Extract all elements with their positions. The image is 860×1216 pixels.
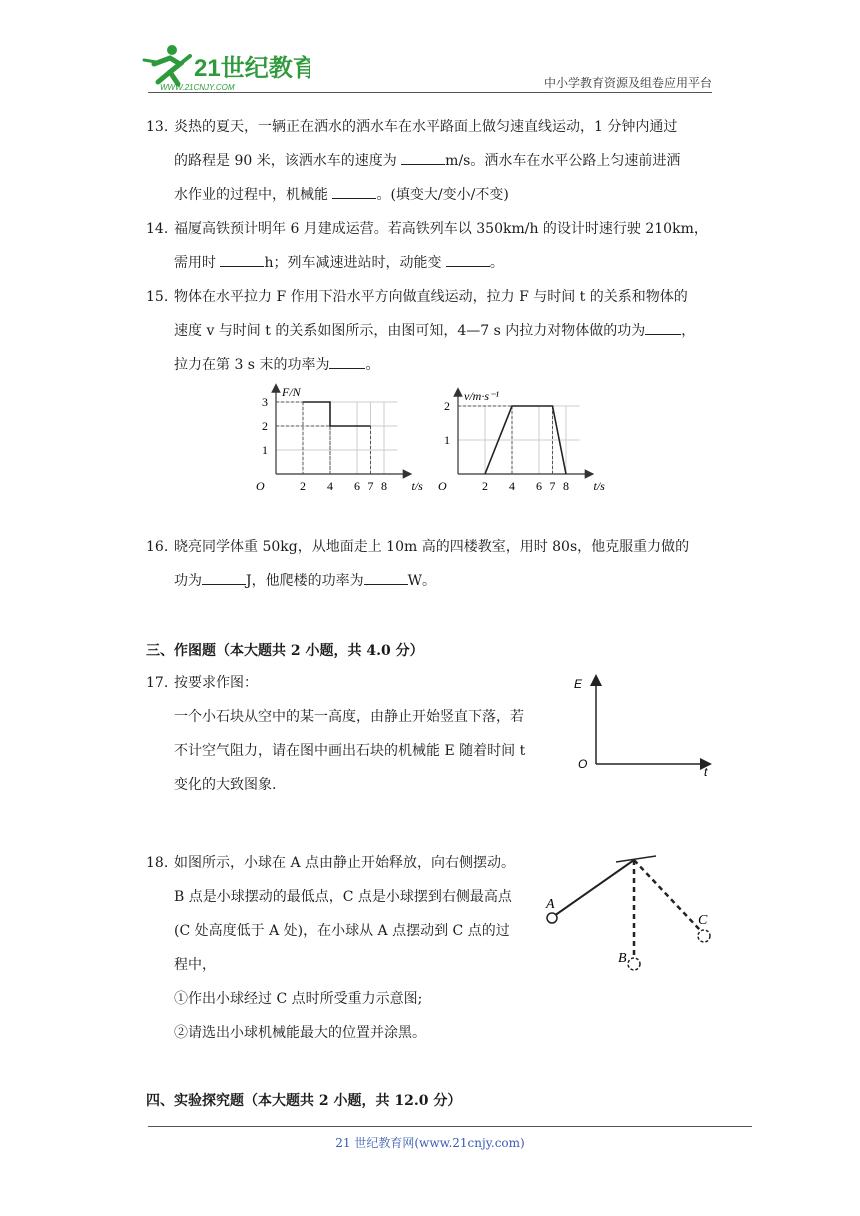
question-number: 16. xyxy=(146,539,169,555)
question-text: ①作出小球经过 C 点时所受重力示意图; xyxy=(174,991,423,1007)
question-text: 如图所示，小球在 A 点由静止开始释放，向右侧摆动。 xyxy=(174,855,516,871)
ball-a xyxy=(547,913,557,923)
question-text: 的路程是 90 米，该洒水车的速度为 m/s。洒水车在水平公路上匀速前进洒 xyxy=(174,144,680,178)
x-tick-label: 4 xyxy=(509,479,515,493)
question-number: 15. xyxy=(146,289,169,305)
x-tick-label: 7 xyxy=(367,479,374,493)
answer-blank[interactable] xyxy=(202,570,246,585)
y-tick-label: 2 xyxy=(262,419,268,433)
question-text: ②请选出小球机械能最大的位置并涂黑。 xyxy=(174,1025,426,1041)
force-time-graph xyxy=(256,385,423,493)
label-a: A xyxy=(546,897,555,912)
logo-text: 21世纪教育 xyxy=(194,55,310,82)
x-tick-label: 8 xyxy=(563,479,569,493)
question-number: 18. xyxy=(146,855,169,871)
question-text: (C 处高度低于 A 处)，在小球从 A 点摆动到 C 点的过 xyxy=(174,923,510,939)
question-text: 福厦高铁预计明年 6 月建成运营。若高铁列车以 350km/h 的设计时速行驶 210km， xyxy=(174,221,708,237)
y-tick-label: 2 xyxy=(444,399,450,413)
question-text: 变化的大致图象. xyxy=(174,777,277,793)
y-tick-label: 1 xyxy=(262,443,268,457)
header-platform-text: 中小学教育资源及组卷应用平台 xyxy=(543,76,712,90)
y-axis-label: v/m·s⁻¹ xyxy=(464,389,499,403)
y-axis-label: F/N xyxy=(282,385,301,399)
x-axis-label: t/s xyxy=(411,479,423,493)
question-text: 速度 v 与时间 t 的关系如图所示，由图可知，4—7 s 内拉力对物体做的功为 ， xyxy=(174,314,695,348)
x-tick-label: 4 xyxy=(327,479,333,493)
series-line xyxy=(303,402,371,426)
logo-url: WWW.21CNJY.COM xyxy=(160,83,235,92)
y-tick-label: 1 xyxy=(444,433,450,447)
answer-blank[interactable] xyxy=(220,252,264,267)
answer-blank[interactable] xyxy=(364,570,408,585)
ball-c xyxy=(698,930,710,942)
answer-blank[interactable] xyxy=(446,252,490,267)
x-tick-label: 7 xyxy=(549,479,556,493)
origin-label: O xyxy=(438,479,447,493)
question-text: 物体在水平拉力 F 作用下沿水平方向做直线运动，拉力 F 与时间 t 的关系和物体的 xyxy=(174,289,688,305)
x-tick-label: 2 xyxy=(482,479,488,493)
label-b: B xyxy=(618,951,627,966)
answer-blank[interactable] xyxy=(645,320,681,335)
q15-graphs xyxy=(250,378,610,502)
x-tick-label: 6 xyxy=(536,479,542,493)
answer-blank[interactable] xyxy=(401,150,445,165)
footer-site-text: 21 世纪教育网(www.21cnjy.com) xyxy=(335,1136,525,1150)
runner-icon xyxy=(144,45,190,84)
axis-label-t: t xyxy=(704,765,708,779)
site-logo xyxy=(140,42,310,96)
q18-pendulum-diagram[interactable] xyxy=(540,850,720,978)
question-text: 不计空气阻力，请在图中画出石块的机械能 E 随着时间 t xyxy=(174,743,526,759)
x-tick-label: 8 xyxy=(381,479,387,493)
answer-blank[interactable] xyxy=(332,184,376,199)
section-heading-experiment: 四、实验探究题（本大题共 2 小题，共 12.0 分） xyxy=(146,1093,462,1109)
question-text: 程中， xyxy=(174,957,216,973)
question-text: B 点是小球摆动的最低点，C 点是小球摆到右侧最高点 xyxy=(174,889,512,905)
string-a xyxy=(554,860,634,916)
string-c xyxy=(634,860,700,930)
question-text: 按要求作图： xyxy=(174,675,258,691)
footer-divider xyxy=(148,1126,752,1127)
ball-b xyxy=(628,958,640,970)
question-text: 需用时 h；列车减速进站时，动能变 。 xyxy=(174,246,504,280)
question-number: 13. xyxy=(146,119,169,135)
question-text: 拉力在第 3 s 末的功率为 。 xyxy=(174,348,379,382)
question-text: 一个小石块从空中的某一高度，由静止开始竖直下落，若 xyxy=(174,709,524,725)
velocity-time-graph xyxy=(438,389,605,493)
question-text: 水作业的过程中，机械能 。(填变大/变小/不变) xyxy=(174,178,509,212)
question-text: 炎热的夏天，一辆正在洒水的洒水车在水平路面上做匀速直线运动，1 分钟内通过 xyxy=(174,119,678,135)
origin-label: O xyxy=(256,479,265,493)
section-heading-drawing: 三、作图题（本大题共 2 小题，共 4.0 分） xyxy=(146,643,424,659)
x-tick-label: 2 xyxy=(300,479,306,493)
q17-energy-axes[interactable] xyxy=(568,672,718,782)
axis-label-e: E xyxy=(574,677,583,691)
origin-label: O xyxy=(578,757,588,771)
question-number: 17. xyxy=(146,675,169,691)
y-tick-label: 3 xyxy=(262,395,268,409)
question-number: 14. xyxy=(146,221,169,237)
question-text: 功为 J，他爬楼的功率为 W。 xyxy=(174,564,436,598)
header-divider xyxy=(148,92,712,93)
x-axis-label: t/s xyxy=(593,479,605,493)
x-tick-label: 6 xyxy=(354,479,360,493)
answer-blank[interactable] xyxy=(329,354,365,369)
question-text: 晓亮同学体重 50kg，从地面走上 10m 高的四楼教室，用时 80s，他克服重力做的 xyxy=(174,539,690,555)
label-c: C xyxy=(698,913,708,928)
